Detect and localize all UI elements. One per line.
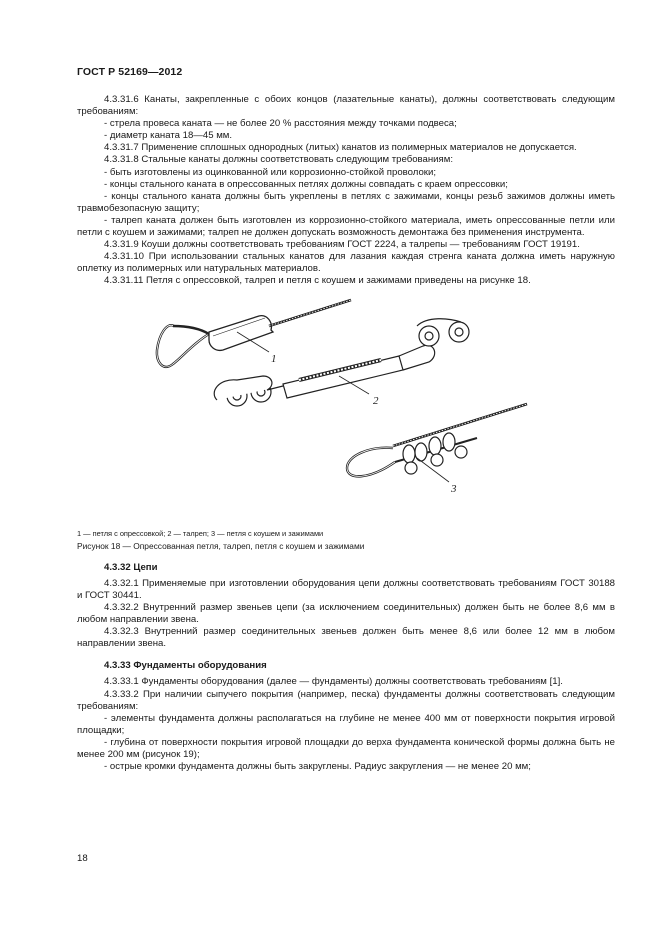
paragraph-4-3-31-8: 4.3.31.8 Стальные канаты должны соответствовать следующим требованиям:: [104, 154, 453, 166]
list-item: - глубина от поверхности покрытия игровой площадки до верха фундамента конической формы должна быть не менее 200 мм (рисунок 19);: [77, 736, 615, 760]
paragraph-4-3-31-9: 4.3.31.9 Коуши должны соответствовать требованиям ГОСТ 2224, а талрепы — требованиям ГОСТ 19191.: [104, 239, 580, 251]
list-item: - элементы фундамента должны располагаться на глубине не менее 400 мм от поверхности покрытия игровой площадки;: [77, 712, 615, 736]
paragraph-4-3-33-1: 4.3.33.1 Фундаменты оборудования (далее — фундаменты) должны соответствовать требованиям [1].: [104, 676, 563, 688]
pressed-loop: [157, 300, 351, 367]
paragraph-4-3-32-3: 4.3.32.3 Внутренний размер соединительных звеньев должен быть менее 8,6 или более 12 мм в любом направлении звена.: [77, 626, 615, 650]
figure-legend: 1 — петля с опрессовкой; 2 — талреп; 3 — петля с коушем и зажимами: [77, 528, 324, 538]
paragraph-4-3-31-7: 4.3.31.7 Применение сплошных однородных (литых) канатов из полимерных материалов не допускается.: [104, 142, 577, 154]
list-item: - диаметр каната 18—45 мм.: [104, 130, 233, 142]
list-item: - концы стального каната должны быть укреплены в петлях с зажимами, концы резьб зажимов должны иметь травмобезопасную защиту;: [77, 190, 615, 214]
list-item: - концы стального каната в опрессованных петлях должны совпадать с краем опрессовки;: [104, 178, 508, 190]
paragraph-4-3-31-6: 4.3.31.6 Канаты, закрепленные с обоих концов (лазательные канаты), должны соответствовать следующим требованиям:: [77, 94, 615, 118]
list-item: - стрела провеса каната — не более 20 % расстояния между точками подвеса;: [104, 118, 457, 130]
paragraph-4-3-31-11: 4.3.31.11 Петля с опрессовкой, талреп и петля с коушем и зажимами приведены на рисунке 18.: [104, 275, 531, 287]
figure-18: [77, 296, 615, 528]
paragraph-4-3-31-10: 4.3.31.10 При использовании стальных канатов для лазания каждая стренга каната должна иметь наружную оплетку из полимерных или натуральных материалов.: [77, 251, 615, 275]
callout-1: 1: [271, 352, 277, 365]
figure-illustration: [77, 296, 615, 528]
list-item: - талреп каната должен быть изготовлен из коррозионно-стойкого материала, иметь опрессованные петли или петли с коушем и зажимами; талреп не должен допускать возможность демонтажа без применения инструмента.: [77, 214, 615, 239]
section-title-4-3-33: 4.3.33 Фундаменты оборудования: [104, 660, 267, 672]
section-title-4-3-32: 4.3.32 Цепи: [104, 561, 158, 573]
paragraph-4-3-32-1: 4.3.32.1 Применяемые при изготовлении оборудования цепи должны соответствовать требованиям ГОСТ 30188 и ГОСТ 30441.: [77, 577, 615, 601]
callout-2: 2: [373, 394, 379, 407]
page-content: [77, 94, 615, 773]
document-header: ГОСТ Р 52169—2012: [77, 66, 183, 78]
list-item: - быть изготовлены из оцинкованной или коррозионно-стойкой проволоки;: [104, 166, 437, 178]
figure-caption: Рисунок 18 — Опрессованная петля, талреп, петля с коушем и зажимами: [77, 540, 365, 551]
page-number: 18: [77, 853, 88, 864]
paragraph-4-3-33-2: 4.3.33.2 При наличии сыпучего покрытия (например, песка) фундаменты должны соответствовать следующим требованиям:: [77, 688, 615, 712]
thimble-loop: [347, 404, 527, 476]
list-item: - острые кромки фундамента должны быть закруглены. Радиус закругления — не менее 20 мм;: [104, 761, 531, 773]
paragraph-4-3-32-2: 4.3.32.2 Внутренний размер звеньев цепи (за исключением соединительных) должен быть не более 8,6 мм в любом направлении звена.: [77, 601, 615, 626]
callout-3: 3: [451, 482, 457, 495]
